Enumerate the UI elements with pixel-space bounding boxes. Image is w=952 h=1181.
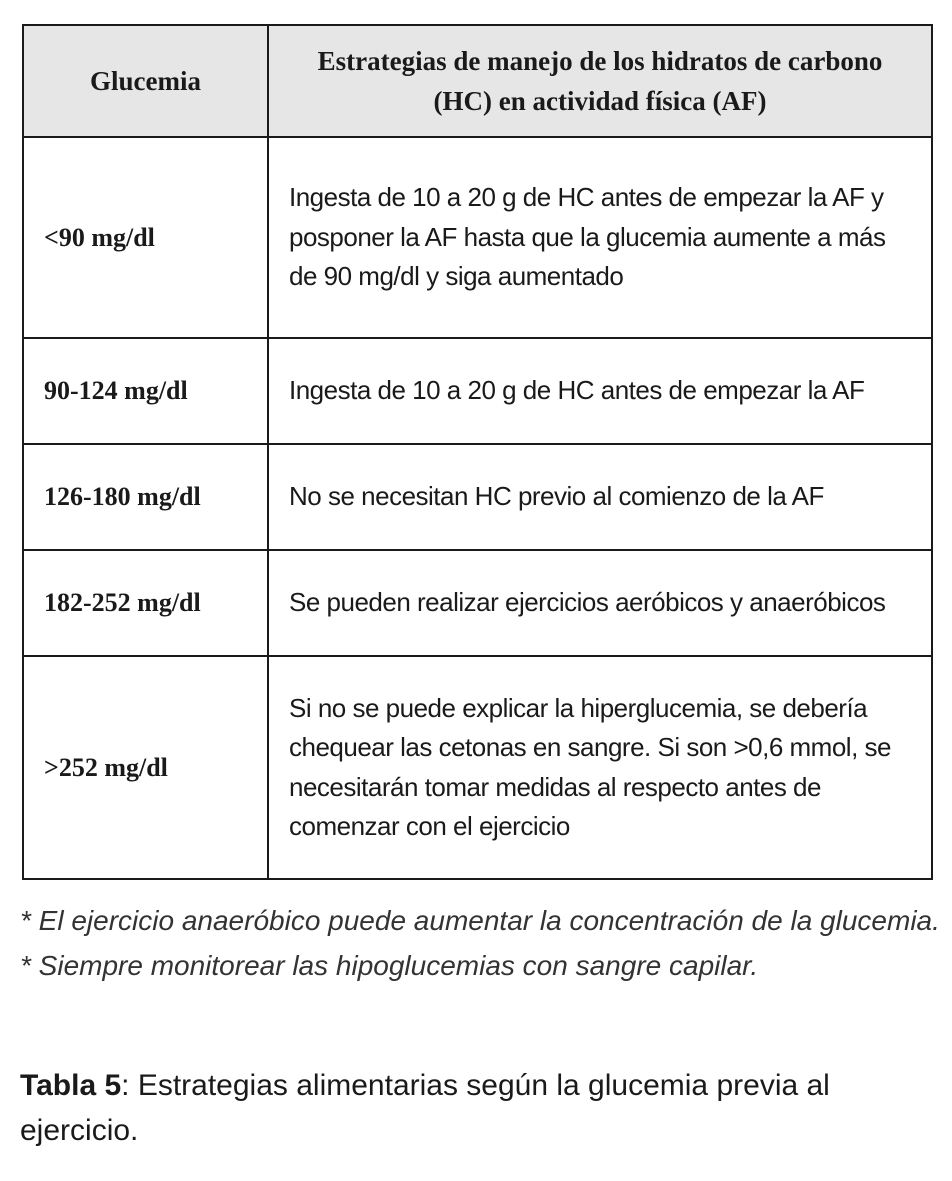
glucemia-strategy-table	[22, 24, 933, 880]
table-caption	[20, 1063, 945, 1153]
strategy-cell: Ingesta de 10 a 20 g de HC antes de empezar la AF y posponer la AF hasta que la glucemia aumente a más de 90 mg/dl y siga aumentado	[268, 137, 932, 338]
strategy-cell: Se pueden realizar ejercicios aeróbicos y anaeróbicos	[268, 550, 932, 656]
table-row	[23, 656, 932, 879]
glucemia-cell: 90-124 mg/dl	[23, 338, 268, 444]
strategy-cell: No se necesitan HC previo al comienzo de la AF	[268, 444, 932, 550]
table-notes	[20, 898, 945, 988]
note-anaerobic: * El ejercicio anaeróbico puede aumentar la concentración de la glucemia.	[20, 905, 940, 936]
header-strategy-line1: Estrategias de manejo de los hidratos de carbono	[317, 46, 883, 76]
header-glucemia: Glucemia	[23, 25, 268, 137]
glucemia-cell: >252 mg/dl	[23, 656, 268, 879]
table-header-row	[23, 25, 932, 137]
glucemia-cell: 182-252 mg/dl	[23, 550, 268, 656]
strategy-cell: Ingesta de 10 a 20 g de HC antes de empezar la AF	[268, 338, 932, 444]
table-row	[23, 338, 932, 444]
table-row	[23, 137, 932, 338]
glucemia-cell: <90 mg/dl	[23, 137, 268, 338]
table-row	[23, 550, 932, 656]
table-row	[23, 444, 932, 550]
header-strategy-line2: (HC) en actividad física (AF)	[433, 86, 767, 116]
caption-label: Tabla 5	[20, 1069, 122, 1102]
note-monitor: * Siempre monitorear las hipoglucemias con sangre capilar.	[20, 950, 759, 981]
caption-text: : Estrategias alimentarias según la glucemia previa al ejercicio.	[20, 1069, 830, 1147]
header-strategy	[268, 25, 932, 137]
glucemia-cell: 126-180 mg/dl	[23, 444, 268, 550]
strategy-cell: Si no se puede explicar la hiperglucemia, se debería chequear las cetonas en sangre. Si son >0,6 mmol, se necesitarán tomar medidas al respecto antes de comenzar con el ejercicio	[268, 656, 932, 879]
